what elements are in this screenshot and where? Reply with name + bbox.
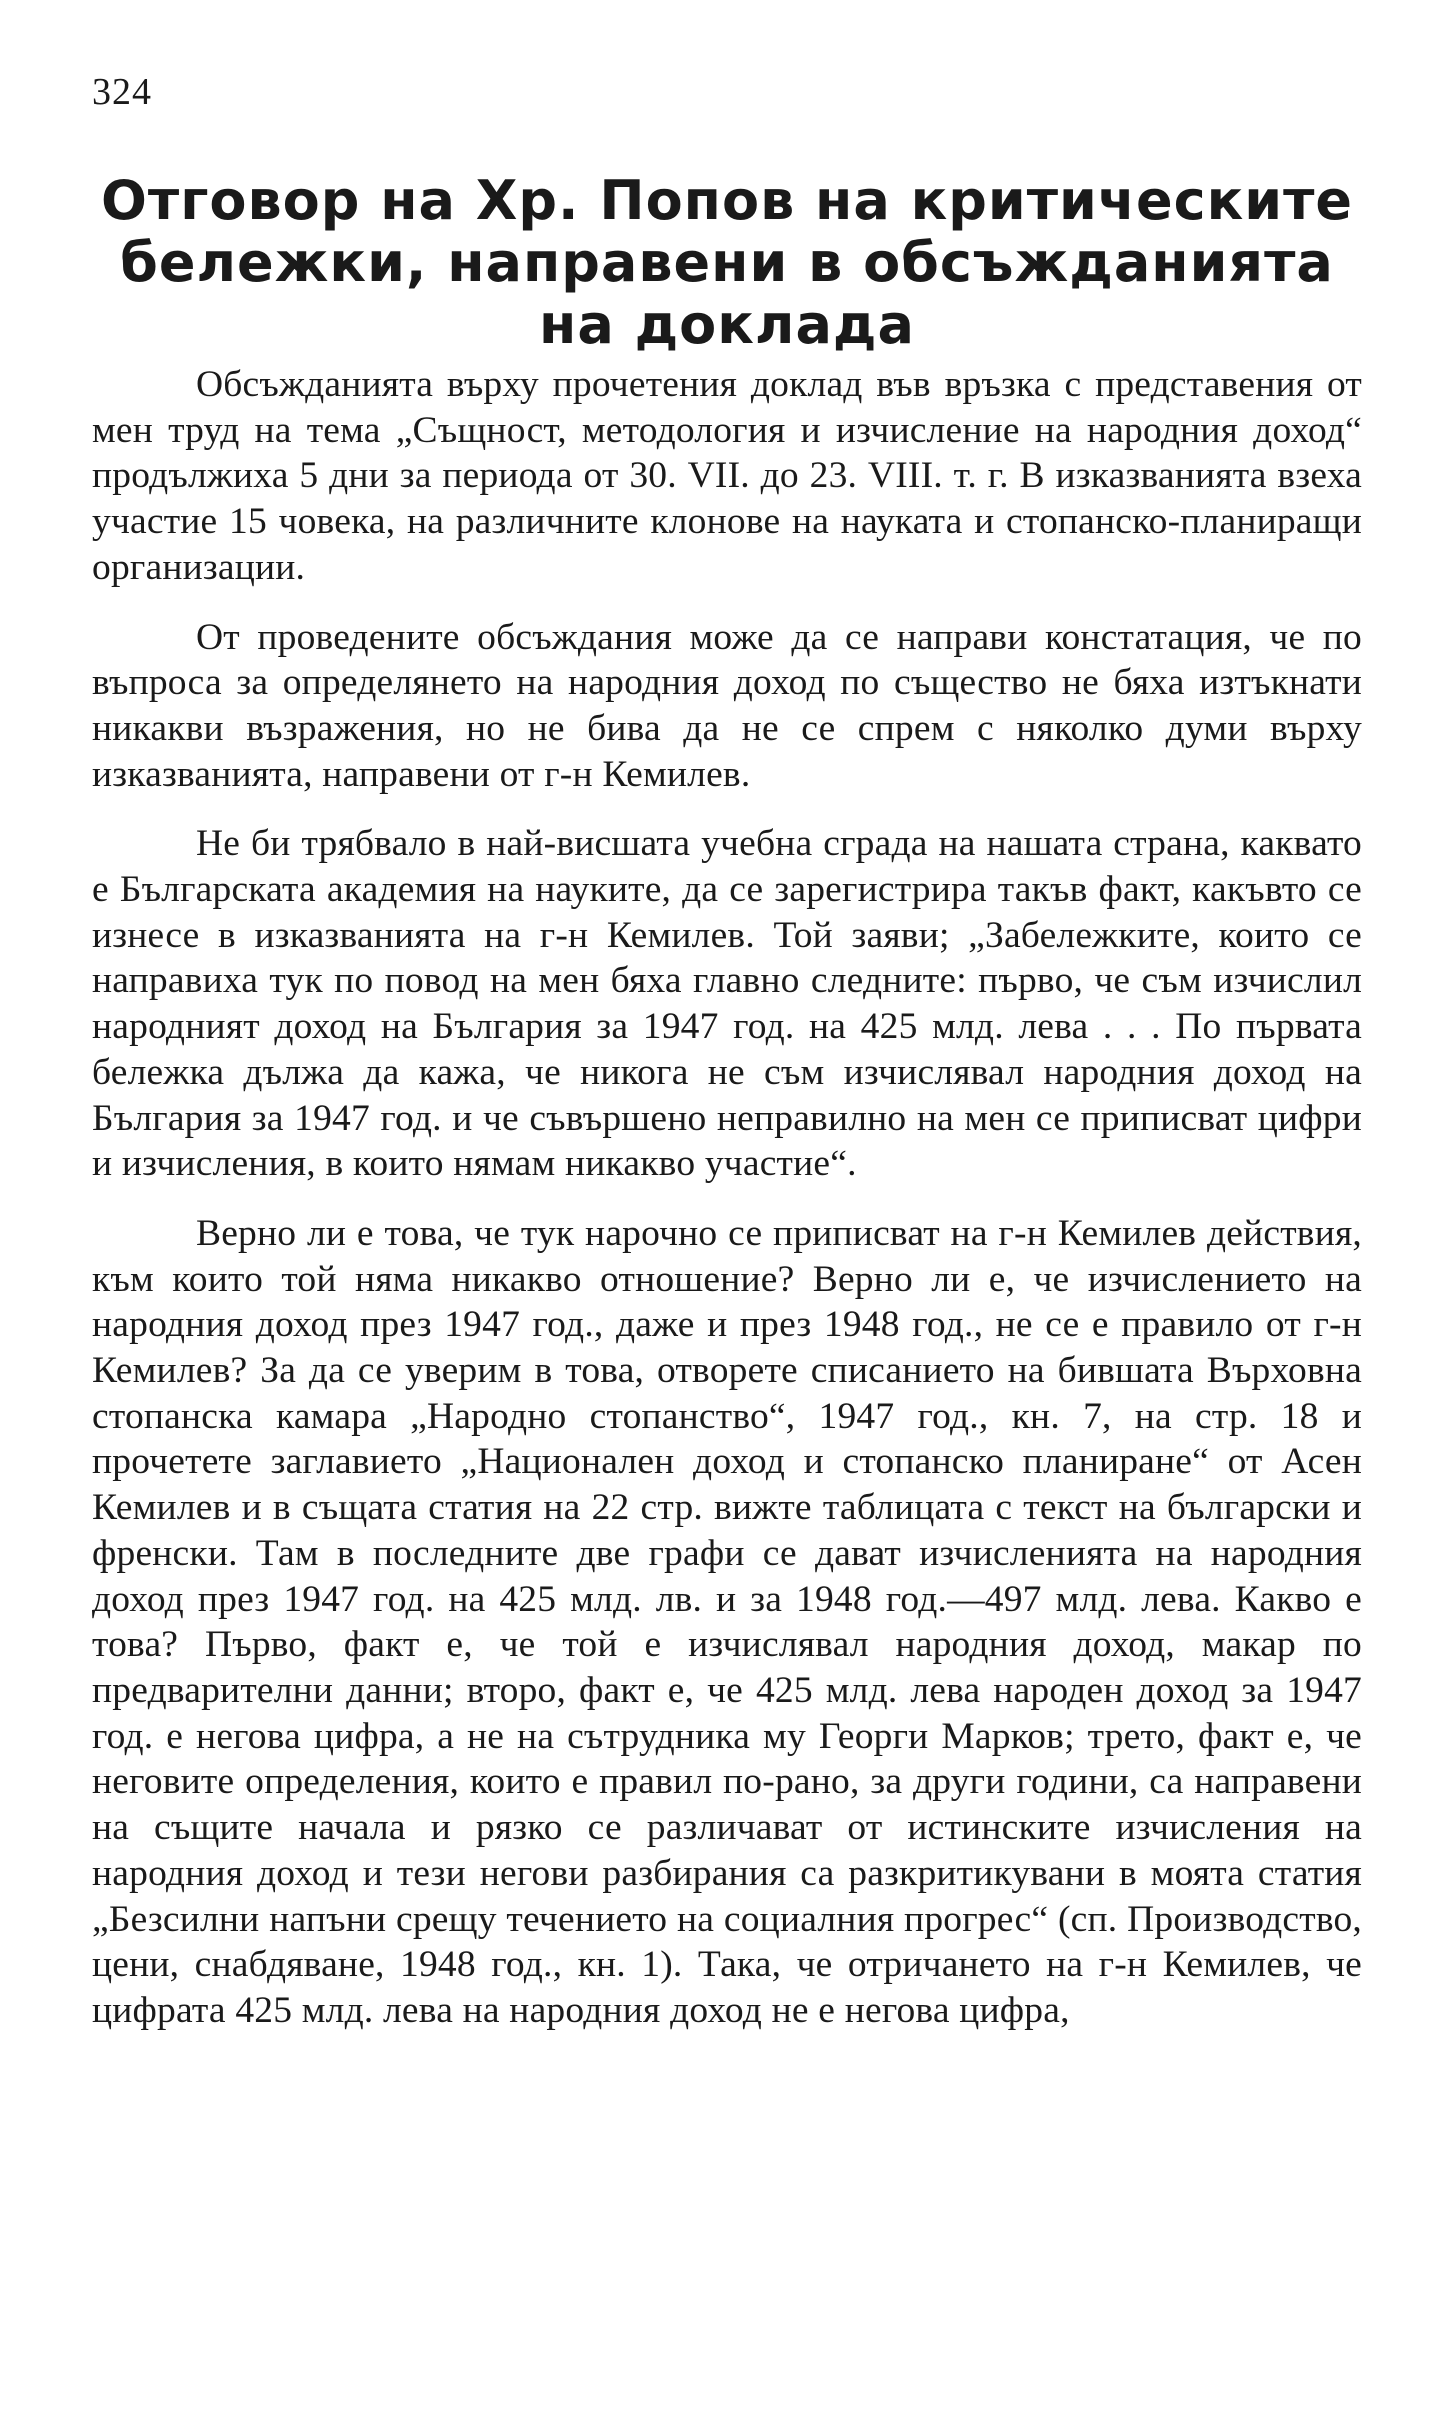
- page-number: 324: [92, 71, 152, 113]
- article-title: Отговор на Хр. Попов на критическите бележки, направени в обсъжданията на доклада: [100, 169, 1353, 356]
- paragraph: Верно ли е това, че тук нарочно се приписват на г-н Кемилев действия, към които той няма никакво отношение? Верно ли е, че изчислението на народния доход през 1947 год., даже и през 1948 год., не се е правило от г-н Кемилев? За да се уверим в това, отворете списанието на бившата Върховна стопанска камара „Народно стопанство“, 1947 год., кн. 7, на стр. 18 и прочетете заглавието „Национален доход и стопанско планиране“ от Асен Кемилев и в същата статия на 22 стр. вижте таблицата с текст на български и френски. Там в последните две графи се дават изчисленията на народния доход през 1947 год. на 425 млд. лв. и за 1948 год.—497 млд. лева. Какво е това? Първо, факт е, че той е изчислявал народния доход, макар по предварителни данни; второ, факт е, че 425 млд. лева народен доход за 1947 год. е негова цифра, а не на сътрудника му Георги Марков; трето, факт е, че неговите определения, които е правил по-рано, за други години, са направени на същите начала и рязко се различават от истинските изчисления на народния доход и тези негови разбирания са разкритикувани в моята статия „Безсилни напъни срещу течението на социалния прогрес“ (сп. Производство, цени, снабдяване, 1948 год., кн. 1). Така, че отричането на г-н Кемилев, че цифрата 425 млд. лева на народния доход не е негова цифра,: [92, 1212, 1362, 2031]
- article-body: [92, 362, 1362, 2058]
- paragraph: От проведените обсъждания може да се направи констатация, че по въпроса за определянето на народния доход по същество не бяха изтъкнати никакви възражения, но не бива да не се спрем с няколко думи върху изказванията, направени от г-н Кемилев.: [92, 616, 1362, 795]
- paragraph: Не би трябвало в най-висшата учебна сграда на нашата страна, каквато е Българската академия на науките, да се зарегистрира такъв факт, какъвто се изнесе в изказванията на г-н Кемилев. Той заяви; „Забележките, които се направиха тук по повод на мен бяха главно следните: първо, че съм изчислил народният доход на България за 1947 год. на 425 млд. лева . . . По първата бележка дължа да кажа, че никога не съм изчислявал народния доход на България за 1947 год. и че съвършено неправилно на мен се приписват цифри и изчисления, в които нямам никакво участие“.: [92, 823, 1362, 1185]
- paragraph: Обсъжданията върху прочетения доклад във връзка с представения от мен труд на тема „Същност, методология и изчисление на народния доход“ продължиха 5 дни за периода от 30. VII. до 23. VIII. т. г. В изказванията взеха участие 15 човека, на различните клонове на науката и стопанско-планиращи организации.: [92, 364, 1362, 588]
